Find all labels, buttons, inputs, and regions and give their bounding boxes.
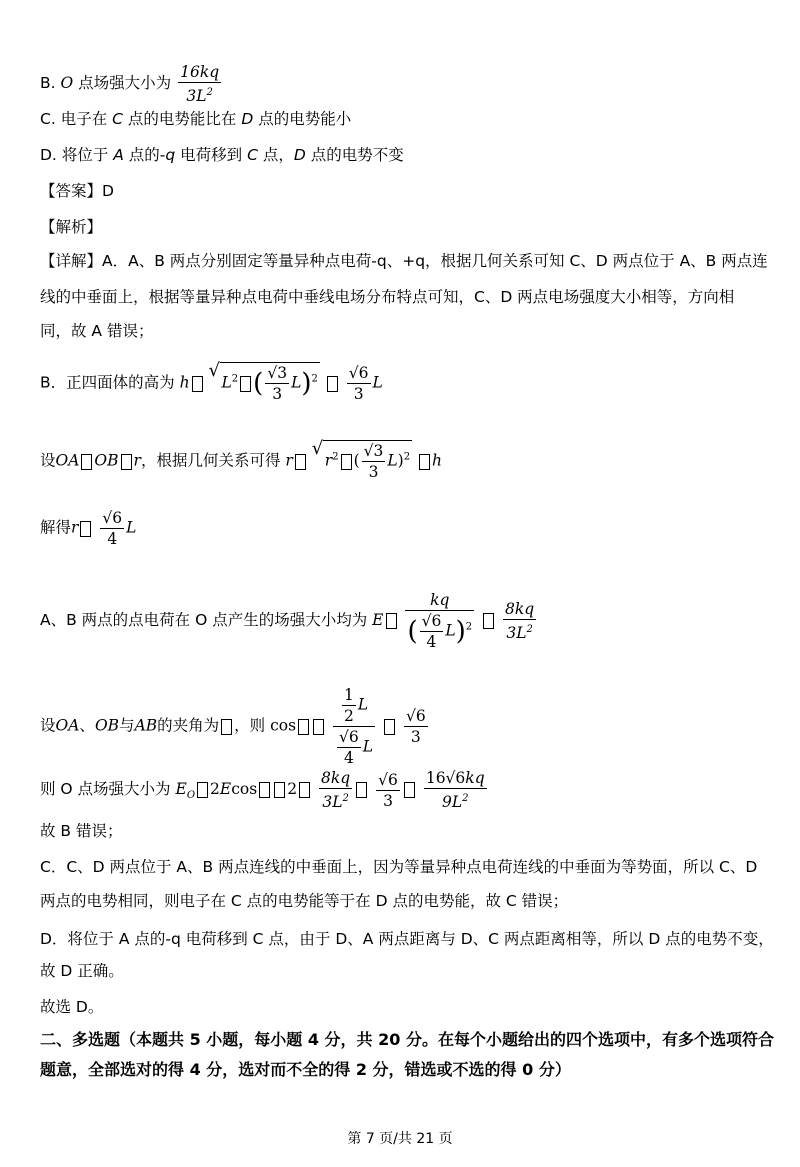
analysis-label: 【解析】: [40, 218, 103, 236]
detail-field-each: A、B 两点的点电荷在 O 点产生的场强大小均为 E kq ( $\frac{√6}{4}$ L)$^2$ $\frac{8kq}{3L^2}$: [40, 591, 535, 651]
detail-b-wrong: 故 B 错误；: [40, 822, 123, 840]
detail-solve-r: 解得r $\frac{√6}{4}$ L: [40, 509, 137, 548]
answer-line: 【答案】D: [40, 182, 114, 200]
section-heading: 二、多选题（本题共 5 小题，每小题 4 分，共 20 分。在每个小题给出的四个选项中，有多个选项符合题意，全部选对的得 4 分，选对而不全的得 2 分，错选或不选的得 0 分）: [40, 1030, 774, 1079]
detail-eo: 则 O 点场强大小为 $E_O$ 2Ecos 2 $\frac{8kq}{3L^2}$ $\frac{√6}{3}$ $\frac{16√6kq}{9L^2}$: [40, 769, 485, 812]
detail-b-height: B．正四面体的高为 h √ $L^2$ ( $\frac{√3}{3}$ L)$^2$ $\frac{√6}{3}$ L: [40, 362, 383, 404]
detail-c-line2: 两点的电势相同，则电子在 C 点的电势能等于在 D 点的电势能，故 C 错误；: [40, 892, 569, 910]
detail-angle: 设OA、OB与AB的夹角为 ，则 cos $\frac{1}{2}$ L $\frac{√6}{4}$ L $\frac{√6}{3}$: [40, 686, 426, 767]
option-c: C. 电子在 C 点的电势能比在 D 点的电势能小: [40, 110, 352, 128]
detail-c-line1: C．C、D 两点位于 A、B 两点连线的中垂面上，因为等量异种点电荷连线的中垂面为等势面，所以 C、D: [40, 858, 758, 876]
option-b: B. O 点场强大小为 $\frac{16kq}{3L^2}$: [40, 63, 220, 106]
detail-a-line2: 线的中垂面上，根据等量异种点电荷中垂线电场分布特点可知，C、D 两点电场强度大小相等，方向相: [40, 288, 735, 306]
detail-a-line1: 【详解】A．A、B 两点分别固定等量异种点电荷-q、+q，根据几何关系可知 C、D 两点位于 A、B 两点连: [40, 252, 768, 270]
detail-d-line2: 故 D 正确。: [40, 962, 124, 980]
option-b-fraction: $\frac{16kq}{3L^2}$: [180, 63, 220, 106]
detail-choose: 故选 D。: [40, 998, 104, 1016]
detail-set-r: 设OA OB r，根据几何关系可得 r √ $r^2$ ( $\frac{√3}{3}$ L)$^2$ h: [40, 440, 442, 482]
detail-d-line1: D．将位于 A 点的-q 电荷移到 C 点，由于 D、A 两点距离与 D、C 两点距离相等，所以 D 点的电势不变，: [40, 930, 774, 948]
page-footer: 第 7 页/共 21 页: [347, 1131, 453, 1147]
option-d: D. 将位于 A 点的-q 电荷移到 C 点，D 点的电势不变: [40, 146, 404, 164]
detail-a-line3: 同，故 A 错误；: [40, 322, 154, 340]
